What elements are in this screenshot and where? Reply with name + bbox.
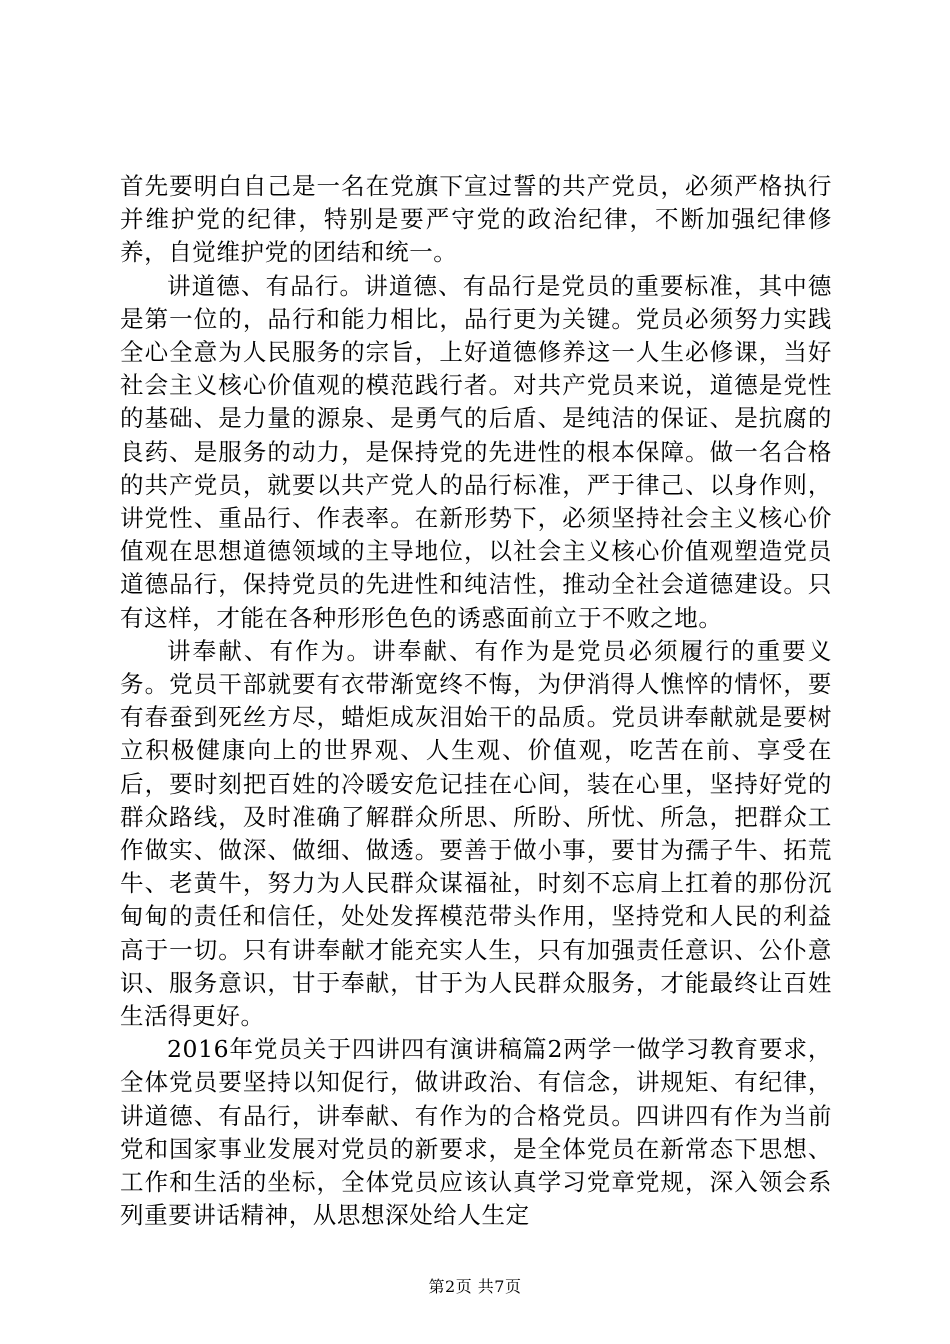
paragraph-1: 首先要明白自己是一名在党旗下宣过誓的共产党员，必须严格执行并维护党的纪律，特别是要严守党的政治纪律，不断加强纪律修养，自觉维护党的团结和统一。 bbox=[120, 172, 832, 267]
body-text bbox=[120, 170, 832, 1233]
page-footer: 第2页 共7页 bbox=[428, 1277, 522, 1296]
paragraph-2: 讲道德、有品行。讲道德、有品行是党员的重要标准，其中德是第一位的，品行和能力相比，品行更为关键。党员必须努力实践全心全意为人民服务的宗旨，上好道德修养这一人生必修课，当好社会主义核心价值观的模范践行者。对共产党员来说，道德是党性的基础、是力量的源泉、是勇气的后盾、是纯洁的保证、是抗腐的良药、是服务的动力，是保持党的先进性的根本保障。做一名合格的共产党员，就要以共产党人的品行标准，严于律己、以身作则，讲党性、重品行、作表率。在新形势下，必须坚持社会主义核心价值观在思想道德领域的主导地位，以社会主义核心价值观塑造党员道德品行，保持党员的先进性和纯洁性，推动全社会道德建设。只有这样，才能在各种形形色色的诱惑面前立于不败之地。 bbox=[120, 271, 832, 632]
paragraph-4: 2016年党员关于四讲四有演讲稿篇2两学一做学习教育要求，全体党员要坚持以知促行，做讲政治、有信念，讲规矩、有纪律，讲道德、有品行，讲奉献、有作为的合格党员。四讲四有作为当前党和国家事业发展对党员的新要求，是全体党员在新常态下思想、工作和生活的坐标，全体党员应该认真学习党章党规，深入领会系列重要讲话精神，从思想深处给人生定 bbox=[120, 1035, 832, 1230]
paragraph-3: 讲奉献、有作为。讲奉献、有作为是党员必须履行的重要义务。党员干部就要有衣带渐宽终不悔，为伊消得人憔悴的情怀，要有春蚕到死丝方尽，蜡炬成灰泪始干的品质。党员讲奉献就是要树立积极健康向上的世界观、人生观、价值观，吃苦在前、享受在后，要时刻把百姓的冷暖安危记挂在心间，装在心里，坚持好党的群众路线，及时准确了解群众所思、所盼、所忧、所急，把群众工作做实、做深、做细、做透。要善于做小事，要甘为孺子牛、拓荒牛、老黄牛，努力为人民群众谋福祉，时刻不忘肩上扛着的那份沉甸甸的责任和信任，处处发挥模范带头作用，坚持党和人民的利益高于一切。只有讲奉献才能充实人生，只有加强责任意识、公仆意识、服务意识，甘于奉献，甘于为人民群众服务，才能最终让百姓生活得更好。 bbox=[120, 636, 832, 1031]
